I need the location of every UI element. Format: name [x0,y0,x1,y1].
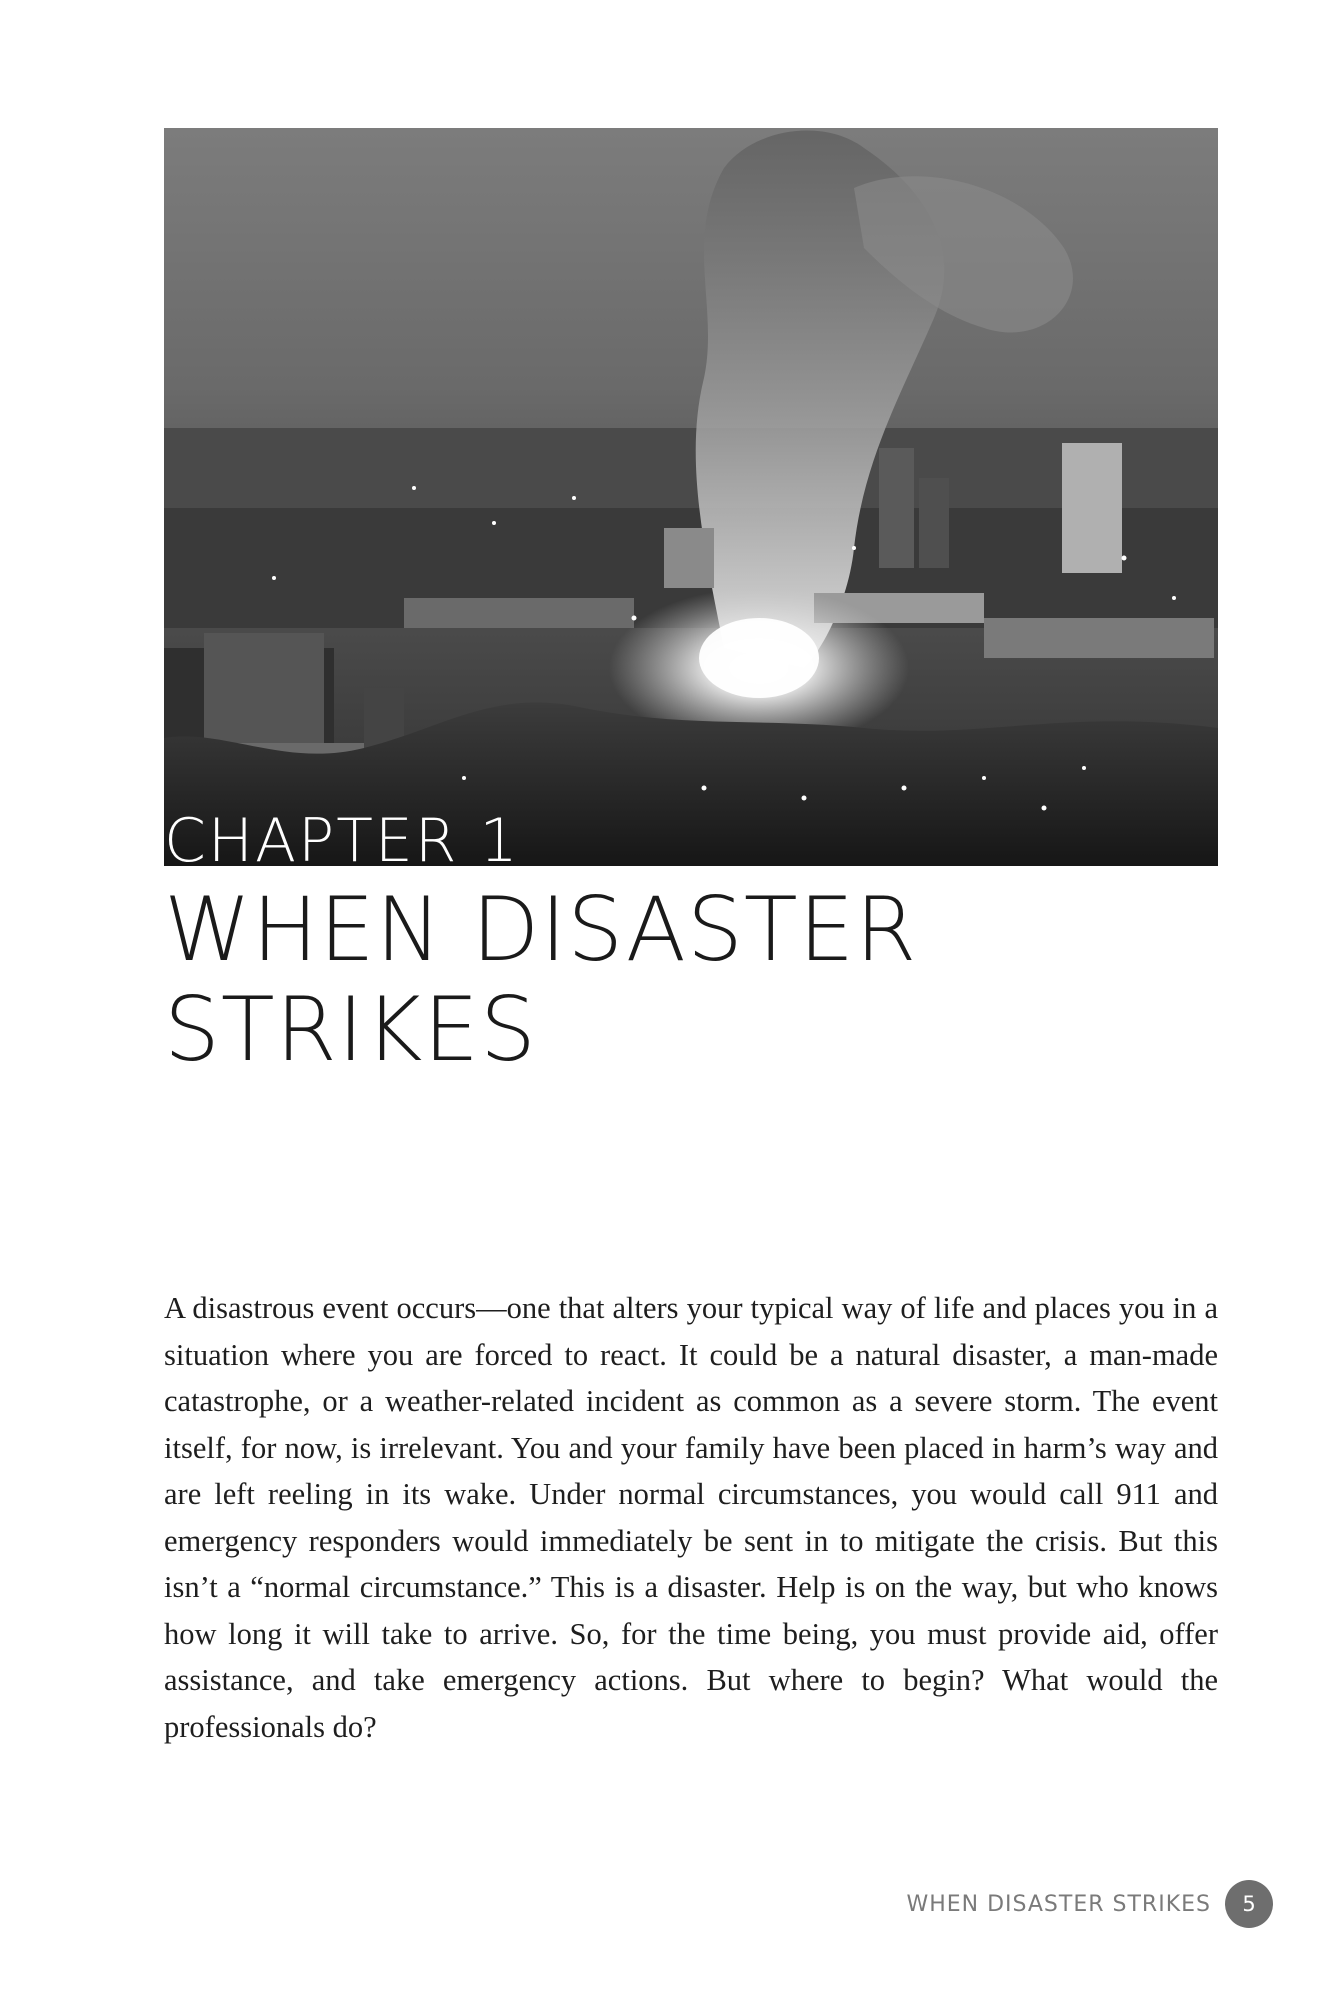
page-number-badge: 5 [1225,1880,1273,1928]
running-head: WHEN DISASTER STRIKES [906,1891,1211,1917]
chapter-title: WHEN DISASTER STRIKES [164,878,918,1081]
chapter-label: CHAPTER 1 [164,808,520,866]
body-paragraph: A disastrous event occurs—one that alters your typical way of life and places you in a situation where you are forced to react. It could be a natural disaster, a man-made catastrophe, or a weather-related incident as common as a severe storm. The event itself, for now, is irrelevant. You and your family have been placed in harm’s way and are left reeling in its wake. Under normal circumstances, you would call 911 and emergency responders would immediately be sent in to mitigate the crisis. But this isn’t a “normal circumstance.” This is a disaster. Help is on the way, but who knows how long it will take to arrive. So, for the time being, you must provide aid, offer assistance, and take emergency actions. But where to begin? What would the professionals do? [164,1291,1218,1744]
page-footer [906,1880,1273,1928]
city-fire-photo-icon [164,128,1218,866]
chapter-hero-photo [164,128,1218,866]
